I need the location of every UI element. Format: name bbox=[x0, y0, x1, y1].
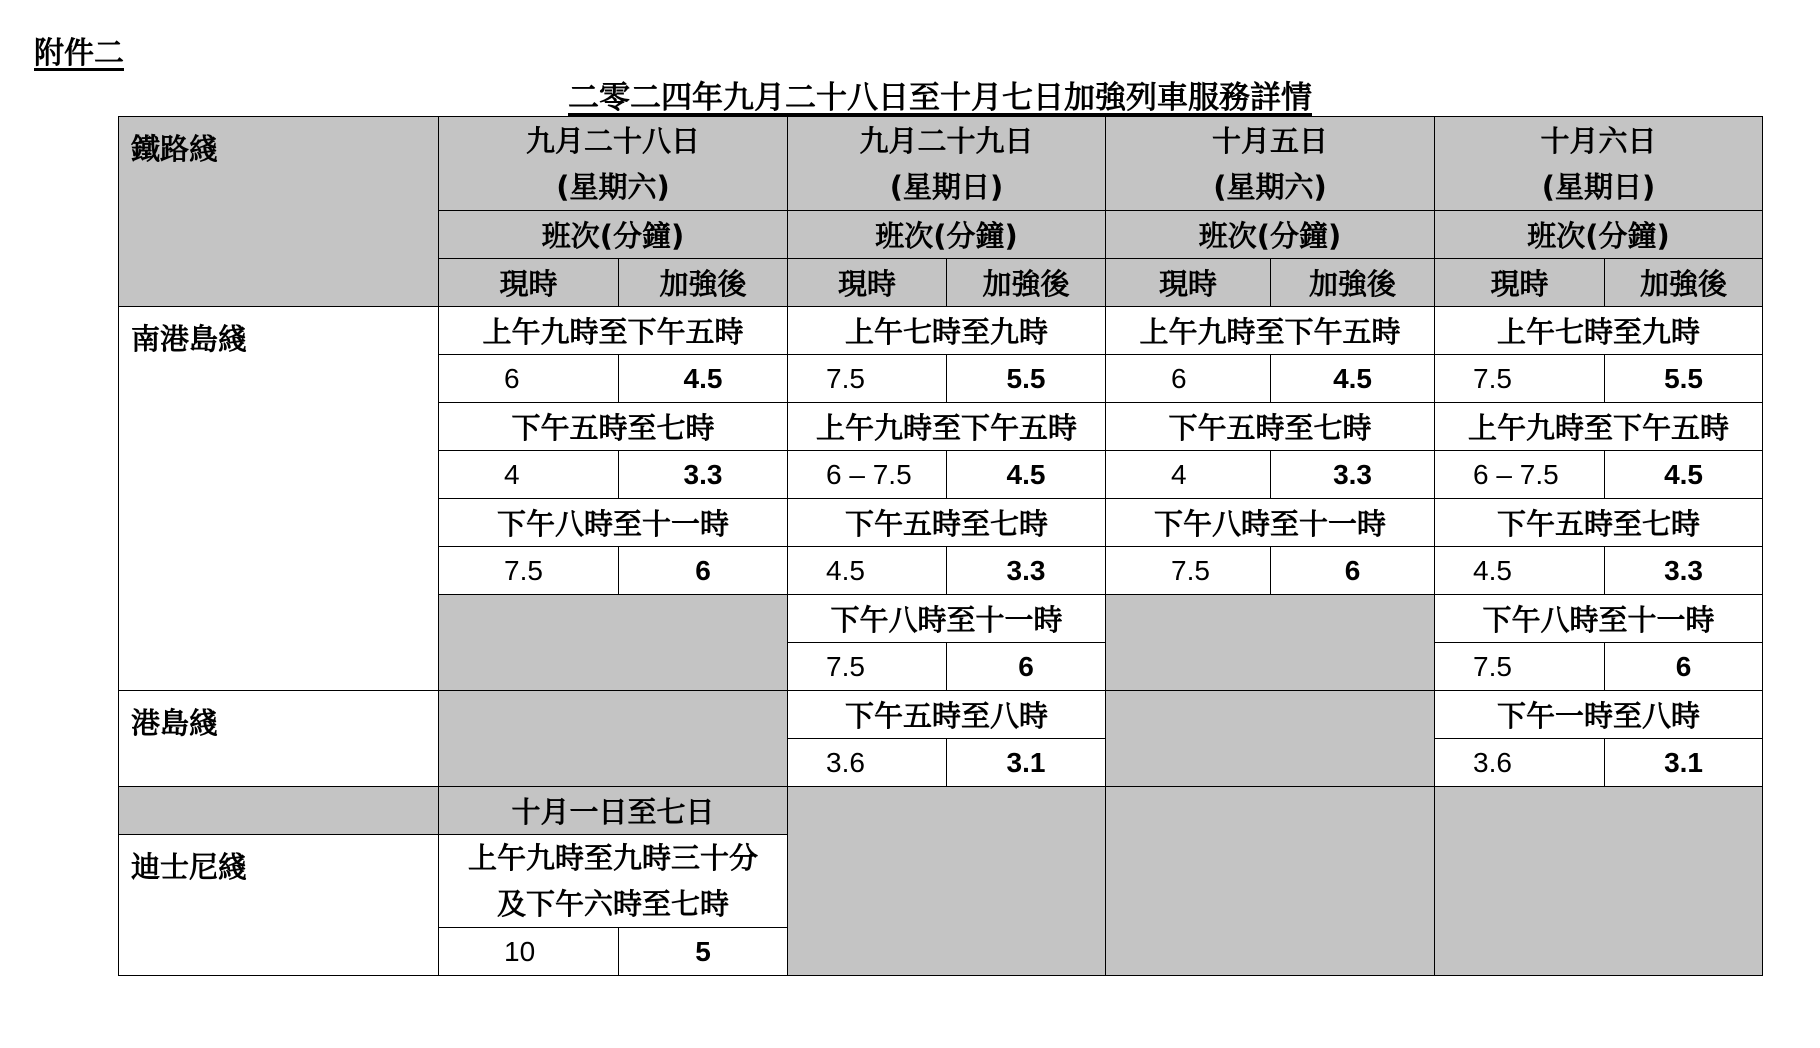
empty-cell bbox=[1106, 691, 1435, 787]
current-value: 7.5 bbox=[788, 643, 947, 691]
current-value: 4 bbox=[439, 451, 619, 499]
current-value: 10 bbox=[439, 928, 619, 976]
header-day-3-weekday: (星期六) bbox=[1213, 169, 1327, 204]
enhanced-value: 3.3 bbox=[1271, 451, 1435, 499]
enhanced-header-day-3: 加強後 bbox=[1271, 259, 1435, 307]
empty-cell bbox=[1435, 787, 1763, 976]
current-value: 4.5 bbox=[788, 547, 947, 595]
period-cell: 上午七時至九時 bbox=[788, 307, 1106, 355]
period-cell: 上午九時至下午五時 bbox=[1435, 403, 1763, 451]
current-value: 7.5 bbox=[1435, 355, 1605, 403]
current-header-day-3: 現時 bbox=[1106, 259, 1271, 307]
date-range-header: 十月一日至七日 bbox=[439, 787, 788, 835]
enhanced-value: 5 bbox=[619, 928, 788, 976]
current-header-day-1: 現時 bbox=[439, 259, 619, 307]
enhanced-header-day-1: 加強後 bbox=[619, 259, 788, 307]
current-value: 6 bbox=[1106, 355, 1271, 403]
empty-cell bbox=[1106, 787, 1435, 976]
enhanced-value: 3.3 bbox=[947, 547, 1106, 595]
enhanced-value: 5.5 bbox=[1605, 355, 1763, 403]
frequency-header-day-2: 班次(分鐘) bbox=[788, 211, 1106, 259]
enhanced-value: 4.5 bbox=[1605, 451, 1763, 499]
period-cell: 下午五時至七時 bbox=[1435, 499, 1763, 547]
period-cell: 上午九時至下午五時 bbox=[439, 307, 788, 355]
current-value: 7.5 bbox=[439, 547, 619, 595]
enhanced-value: 6 bbox=[1271, 547, 1435, 595]
frequency-header-day-1: 班次(分鐘) bbox=[439, 211, 788, 259]
empty-cell bbox=[119, 787, 439, 835]
header-line-label: 鐵路綫 bbox=[119, 117, 439, 307]
line-name-disneyland: 迪士尼綫 bbox=[119, 835, 439, 976]
current-header-day-2: 現時 bbox=[788, 259, 947, 307]
header-day-3-date: 十月五日 bbox=[1212, 123, 1329, 158]
empty-cell bbox=[439, 691, 788, 787]
empty-cell bbox=[788, 787, 1106, 976]
header-day-1-weekday: (星期六) bbox=[556, 169, 670, 204]
enhanced-value: 6 bbox=[1605, 643, 1763, 691]
enhanced-value: 6 bbox=[947, 643, 1106, 691]
frequency-header-day-4: 班次(分鐘) bbox=[1435, 211, 1763, 259]
frequency-header-day-3: 班次(分鐘) bbox=[1106, 211, 1435, 259]
period-cell: 下午五時至七時 bbox=[439, 403, 788, 451]
period-cell: 下午八時至十一時 bbox=[439, 499, 788, 547]
current-value: 7.5 bbox=[1106, 547, 1271, 595]
enhanced-value: 3.1 bbox=[1605, 739, 1763, 787]
period-cell: 上午七時至九時 bbox=[1435, 307, 1763, 355]
empty-cell bbox=[439, 595, 788, 691]
header-day-4-date: 十月六日 bbox=[1540, 123, 1657, 158]
period-line-1: 上午九時至九時三十分 bbox=[468, 841, 759, 875]
enhanced-value: 3.3 bbox=[1605, 547, 1763, 595]
enhanced-value: 5.5 bbox=[947, 355, 1106, 403]
current-value: 3.6 bbox=[788, 739, 947, 787]
current-header-day-4: 現時 bbox=[1435, 259, 1605, 307]
line-name-island: 港島綫 bbox=[119, 691, 439, 787]
current-value: 7.5 bbox=[1435, 643, 1605, 691]
period-line-2: 及下午六時至七時 bbox=[497, 887, 730, 921]
train-service-table bbox=[118, 116, 1763, 976]
current-value: 6 bbox=[439, 355, 619, 403]
header-day-3 bbox=[1106, 117, 1435, 211]
period-cell: 下午八時至十一時 bbox=[1435, 595, 1763, 643]
period-cell: 上午九時至下午五時 bbox=[788, 403, 1106, 451]
header-day-2 bbox=[788, 117, 1106, 211]
period-cell: 下午八時至十一時 bbox=[788, 595, 1106, 643]
enhanced-header-day-2: 加強後 bbox=[947, 259, 1106, 307]
header-day-4-weekday: (星期日) bbox=[1541, 169, 1656, 204]
period-cell: 下午八時至十一時 bbox=[1106, 499, 1435, 547]
enhanced-value: 4.5 bbox=[947, 451, 1106, 499]
empty-cell bbox=[1106, 595, 1435, 691]
current-value: 6 – 7.5 bbox=[1435, 451, 1605, 499]
current-value: 7.5 bbox=[788, 355, 947, 403]
header-day-1-date: 九月二十八日 bbox=[526, 123, 701, 158]
enhanced-value: 3.3 bbox=[619, 451, 788, 499]
enhanced-value: 4.5 bbox=[1271, 355, 1435, 403]
line-name-south-island: 南港島綫 bbox=[119, 307, 439, 691]
enhanced-value: 6 bbox=[619, 547, 788, 595]
current-value: 3.6 bbox=[1435, 739, 1605, 787]
current-value: 4.5 bbox=[1435, 547, 1605, 595]
period-cell: 下午五時至七時 bbox=[1106, 403, 1435, 451]
current-value: 4 bbox=[1106, 451, 1271, 499]
document-title: 二零二四年九月二十八日至十月七日加強列車服務詳情 bbox=[568, 80, 1312, 116]
period-cell: 下午五時至八時 bbox=[788, 691, 1106, 739]
enhanced-value: 4.5 bbox=[619, 355, 788, 403]
period-cell: 下午五時至七時 bbox=[788, 499, 1106, 547]
header-day-4 bbox=[1435, 117, 1763, 211]
header-day-2-date: 九月二十九日 bbox=[859, 123, 1034, 158]
period-cell bbox=[439, 835, 788, 928]
period-cell: 上午九時至下午五時 bbox=[1106, 307, 1435, 355]
annex-label: 附件二 bbox=[34, 36, 124, 71]
period-cell: 下午一時至八時 bbox=[1435, 691, 1763, 739]
header-day-1 bbox=[439, 117, 788, 211]
current-value: 6 – 7.5 bbox=[788, 451, 947, 499]
enhanced-value: 3.1 bbox=[947, 739, 1106, 787]
header-day-2-weekday: (星期日) bbox=[889, 169, 1004, 204]
enhanced-header-day-4: 加強後 bbox=[1605, 259, 1763, 307]
